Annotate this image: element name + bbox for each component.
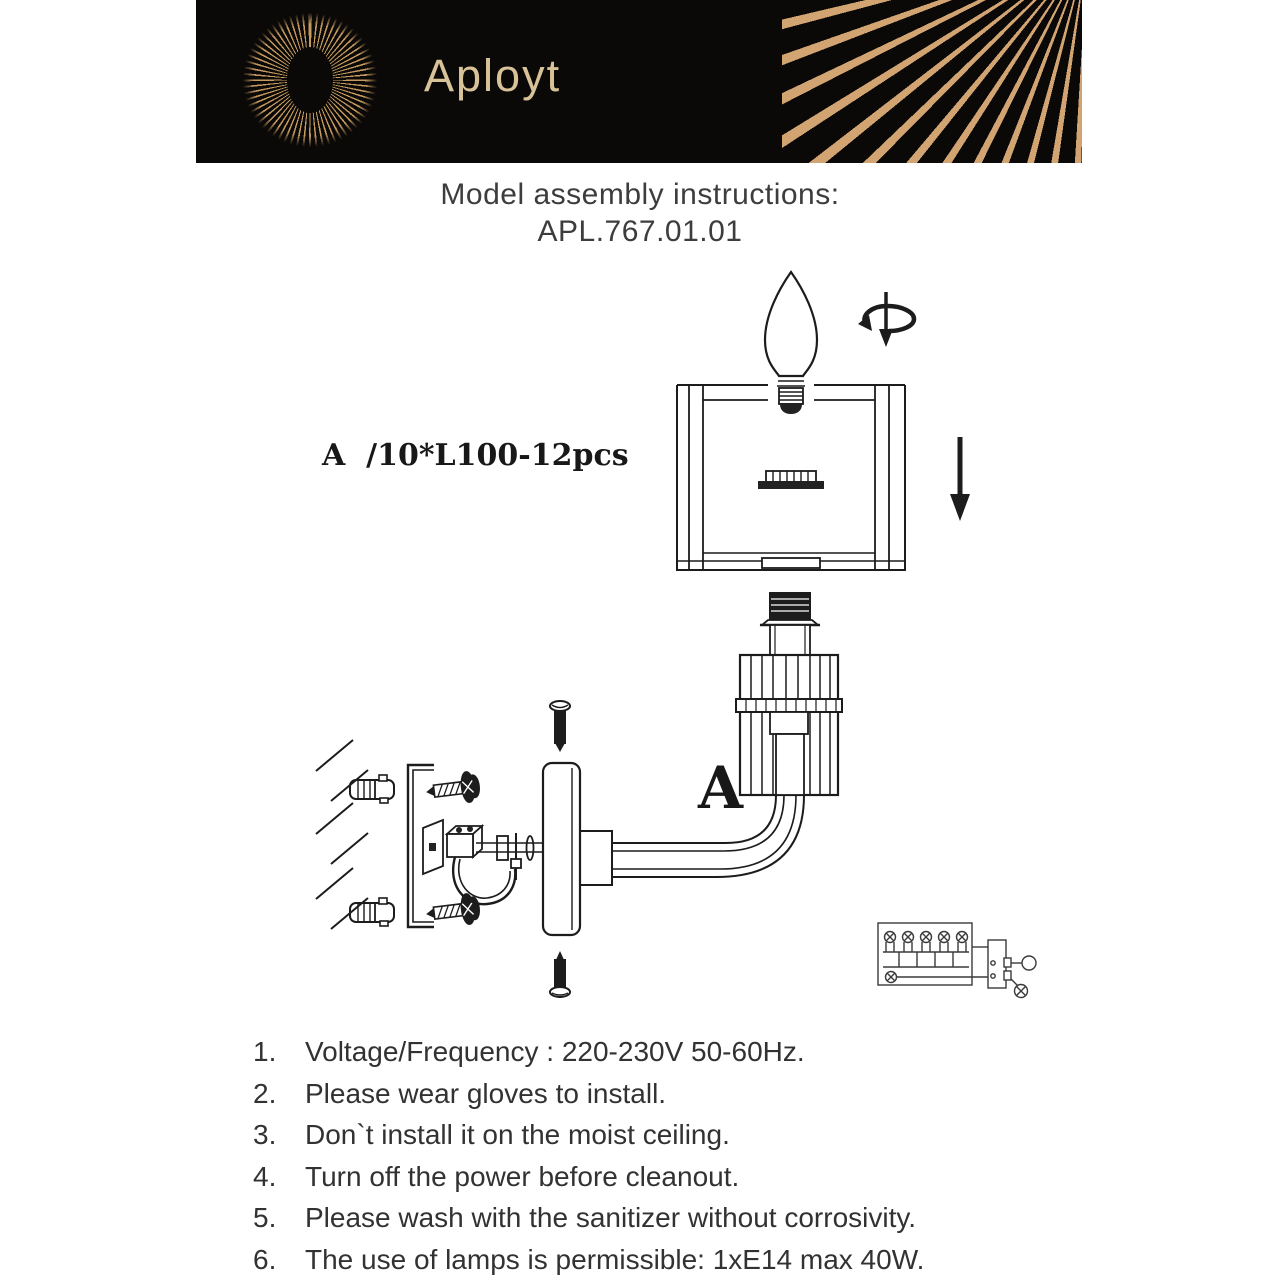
item-number: 1.: [253, 1036, 277, 1067]
item-number: 5.: [253, 1202, 277, 1233]
anchor-bottom-drawing: [350, 898, 394, 926]
item-number: 6.: [253, 1243, 277, 1275]
list-item: [253, 1239, 1083, 1280]
backplate-drawing: [543, 763, 580, 935]
screw-top-drawing: [550, 701, 570, 752]
item-number: 3.: [253, 1119, 277, 1150]
wall-screw-top-drawing: [424, 771, 480, 807]
wall-hatch-lines: [316, 740, 368, 929]
list-item: [253, 1156, 1083, 1198]
socket-drawing: [760, 593, 820, 655]
item-number: 4.: [253, 1160, 277, 1192]
item-text: The use of lamps is permissible: 1xE14 max 40W.: [305, 1243, 925, 1275]
list-item: [253, 1197, 1083, 1239]
item-text: Please wear gloves to install.: [305, 1077, 667, 1109]
arm-drawing: [580, 795, 804, 885]
junction-box-drawing: [423, 820, 543, 904]
wiring-schematic: [878, 923, 1036, 998]
wall-screw-bottom-drawing: [424, 893, 480, 929]
bulb-drawing: [765, 272, 817, 413]
list-item: [253, 1073, 1083, 1115]
model-number: APL.767.01.01: [537, 215, 743, 248]
item-text: Please wash with the sanitizer without corrosivity.: [305, 1202, 917, 1233]
down-arrow-icon: [950, 437, 970, 521]
part-spec-label: A ∕10*L100-12pcs: [322, 438, 629, 473]
rotate-arrow-icon: [858, 292, 914, 347]
glass-holder-drawing: [736, 655, 842, 795]
item-text: Turn off the power before cleanout.: [305, 1160, 740, 1192]
item-text: Voltage/Frequency : 220-230V 50-60Hz.: [305, 1036, 805, 1067]
screw-bottom-drawing: [550, 951, 570, 997]
brand-name: Aployt: [424, 50, 562, 101]
item-number: 2.: [253, 1077, 277, 1109]
list-item: [253, 1031, 1083, 1073]
page-title: Model assembly instructions:: [440, 178, 840, 211]
instructions-list: [253, 1031, 1083, 1280]
list-item: [253, 1114, 1083, 1156]
item-text: Don`t install it on the moist ceiling.: [305, 1119, 730, 1150]
detail-a-label: A: [698, 754, 744, 822]
